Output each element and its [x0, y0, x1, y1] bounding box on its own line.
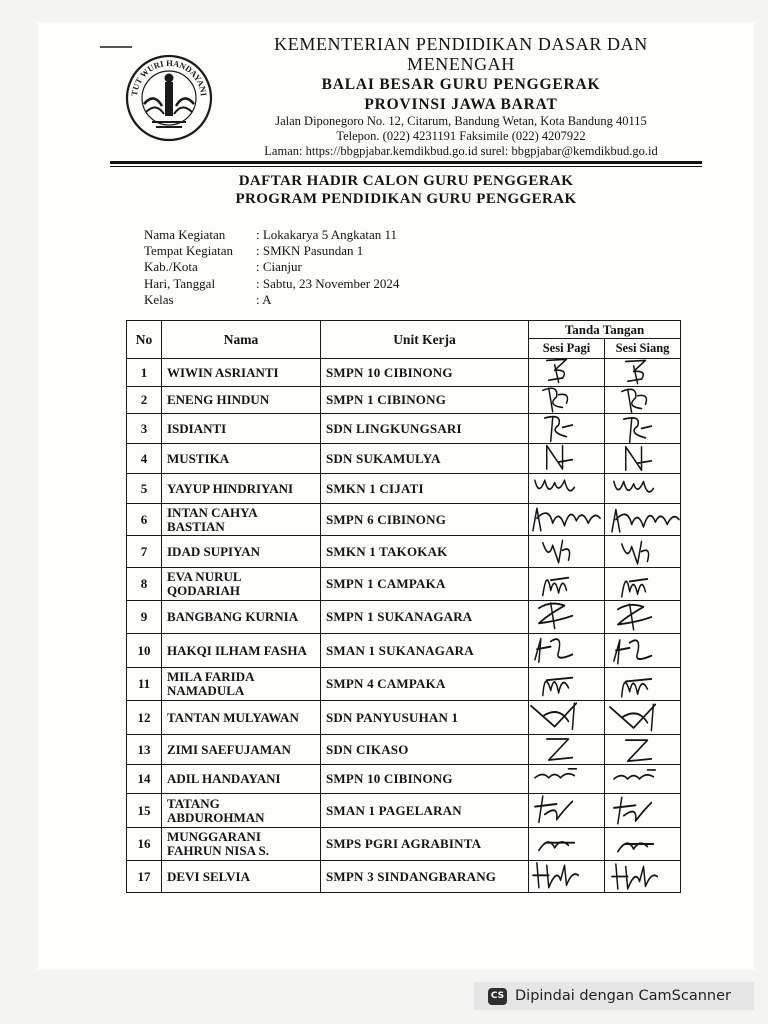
row-number: 11: [127, 668, 162, 701]
participant-name: DEVI SELVIA: [162, 861, 321, 893]
signature-morning: [529, 668, 605, 701]
info-value: : A: [256, 291, 272, 307]
participant-name: INTAN CAHYA BASTIAN: [162, 504, 321, 536]
participant-unit: SMPN 1 SUKANAGARA: [321, 601, 529, 634]
info-label: Kelas: [144, 291, 174, 307]
agency-phone: Telepon. (022) 4231191 Faksimile (022) 4207922: [336, 129, 586, 144]
signature-morning: [529, 474, 605, 504]
participant-name: ENENG HINDUN: [162, 387, 321, 414]
participant-unit: SMPN 10 CIBINONG: [321, 359, 529, 387]
participant-name: YAYUP HINDRIYANI: [162, 474, 321, 504]
participant-name: BANGBANG KURNIA: [162, 601, 321, 634]
participant-name: MUNGGARANI FAHRUN NISA S.: [162, 828, 321, 861]
signature-morning: [529, 601, 605, 634]
letterhead-divider: [110, 161, 702, 164]
participant-name: MILA FARIDA NAMADULA: [162, 668, 321, 701]
row-number: 8: [127, 568, 162, 601]
table-row: [127, 735, 681, 765]
signature-afternoon: [605, 861, 681, 893]
info-value: : SMKN Pasundan 1: [256, 243, 364, 259]
info-label: Nama Kegiatan: [144, 227, 226, 242]
signature-morning: [529, 414, 605, 444]
agency-address: Jalan Diponegoro No. 12, Citarum, Bandung Wetan, Kota Bandung 40115: [275, 114, 647, 129]
participant-name: ZIMI SAEFUJAMAN: [162, 735, 321, 765]
table-row: [127, 861, 681, 893]
table-row: [127, 765, 681, 794]
activity-info: [144, 227, 399, 308]
header-morning-session: Sesi Pagi: [529, 339, 605, 359]
info-row: [144, 292, 399, 308]
agency-province: PROVINSI JAWA BARAT: [364, 95, 558, 113]
title-line-1: DAFTAR HADIR CALON GURU PENGGERAK: [238, 173, 574, 189]
header-no: No: [127, 321, 162, 359]
logo-motto: TUT WURI HANDAYANI: [129, 57, 209, 97]
participant-unit: SMAN 1 SUKANAGARA: [321, 634, 529, 668]
header-afternoon-session: Sesi Siang: [605, 339, 681, 359]
participant-name: HAKQI ILHAM FASHA: [162, 634, 321, 668]
title-line-2: PROGRAM PENDIDIKAN GURU PENGGERAK: [235, 191, 577, 207]
info-row: [144, 259, 399, 275]
signature-morning: [529, 828, 605, 861]
info-label: Hari, Tanggal: [144, 275, 216, 291]
table-row: [127, 828, 681, 861]
info-value: : Cianjur: [256, 259, 302, 275]
participant-name: EVA NURUL QODARIAH: [162, 568, 321, 601]
table-row: [127, 444, 681, 474]
row-number: 6: [127, 504, 162, 536]
row-number: 12: [127, 701, 162, 735]
signature-afternoon: [605, 536, 681, 568]
row-number: 3: [127, 414, 162, 444]
participant-unit: SMKN 1 TAKOKAK: [321, 536, 529, 568]
info-row: [144, 227, 399, 243]
header-signature: Tanda Tangan: [529, 321, 681, 339]
participant-name: ADIL HANDAYANI: [162, 765, 321, 794]
signature-morning: [529, 504, 605, 536]
attendance-rows: [127, 359, 681, 893]
letterhead-divider-thin: [110, 166, 702, 167]
signature-afternoon: [605, 601, 681, 634]
row-number: 15: [127, 794, 162, 828]
row-number: 2: [127, 387, 162, 414]
info-value: : Lokakarya 5 Angkatan 11: [256, 227, 398, 242]
signature-afternoon: [605, 668, 681, 701]
signature-afternoon: [605, 794, 681, 828]
table-row: [127, 601, 681, 634]
participant-unit: SMPN 1 CAMPAKA: [321, 568, 529, 601]
signature-afternoon: [605, 735, 681, 765]
row-number: 7: [127, 536, 162, 568]
participant-name: TANTAN MULYAWAN: [162, 701, 321, 735]
table-row: [127, 504, 681, 536]
table-row: [127, 414, 681, 444]
participant-unit: SMPN 3 SINDANGBARANG: [321, 861, 529, 893]
signature-morning: [529, 701, 605, 735]
signature-morning: [529, 861, 605, 893]
info-label: Kab./Kota: [144, 259, 198, 275]
scanner-watermark: [474, 982, 754, 1010]
participant-unit: SMAN 1 PAGELARAN: [321, 794, 529, 828]
letterhead: [214, 34, 708, 158]
handwritten-signature: [529, 858, 604, 895]
info-row: [144, 276, 399, 292]
row-number: 9: [127, 601, 162, 634]
info-row: [144, 243, 399, 259]
signature-morning: [529, 536, 605, 568]
header-name: Nama: [162, 321, 321, 359]
participant-unit: SMKN 1 CIJATI: [321, 474, 529, 504]
attendance-table: [126, 320, 681, 893]
signature-afternoon: [605, 444, 681, 474]
signature-morning: [529, 765, 605, 794]
signature-morning: [529, 359, 605, 387]
signature-morning: [529, 735, 605, 765]
row-number: 4: [127, 444, 162, 474]
row-number: 10: [127, 634, 162, 668]
camscanner-icon: CS: [488, 988, 507, 1005]
row-number: 14: [127, 765, 162, 794]
table-row: [127, 474, 681, 504]
signature-morning: [529, 634, 605, 668]
agency-name: BALAI BESAR GURU PENGGERAK: [321, 76, 601, 94]
participant-name: MUSTIKA: [162, 444, 321, 474]
row-number: 13: [127, 735, 162, 765]
table-row: [127, 634, 681, 668]
signature-afternoon: [605, 765, 681, 794]
ministry-name: KEMENTERIAN PENDIDIKAN DASAR DAN: [274, 34, 648, 54]
table-row: [127, 536, 681, 568]
row-number: 16: [127, 828, 162, 861]
participant-unit: SMPN 4 CAMPAKA: [321, 668, 529, 701]
participant-unit: SDN LINGKUNGSARI: [321, 414, 529, 444]
participant-name: IDAD SUPIYAN: [162, 536, 321, 568]
participant-name: TATANG ABDUROHMAN: [162, 794, 321, 828]
signature-afternoon: [605, 414, 681, 444]
signature-morning: [529, 387, 605, 414]
table-row: [127, 668, 681, 701]
table-row: [127, 794, 681, 828]
table-row: [127, 568, 681, 601]
signature-afternoon: [605, 634, 681, 668]
signature-afternoon: [605, 474, 681, 504]
participant-name: ISDIANTI: [162, 414, 321, 444]
row-number: 17: [127, 861, 162, 893]
scanner-label: Dipindai dengan CamScanner: [515, 988, 732, 1004]
table-row: [127, 701, 681, 735]
signature-afternoon: [605, 701, 681, 735]
signature-morning: [529, 568, 605, 601]
participant-unit: SMPN 10 CIBINONG: [321, 765, 529, 794]
participant-unit: SMPS PGRI AGRABINTA: [321, 828, 529, 861]
participant-unit: SDN PANYUSUHAN 1: [321, 701, 529, 735]
agency-web: Laman: https://bbgpjabar.kemdikbud.go.id surel: bbgpjabar@kemdikbud.go.id: [264, 144, 658, 159]
table-row: [127, 387, 681, 414]
header-unit: Unit Kerja: [321, 321, 529, 359]
handwritten-signature: [605, 858, 680, 895]
participant-unit: SMPN 6 CIBINONG: [321, 504, 529, 536]
participant-unit: SDN SUKAMULYA: [321, 444, 529, 474]
participant-name: WIWIN ASRIANTI: [162, 359, 321, 387]
participant-unit: SMPN 1 CIBINONG: [321, 387, 529, 414]
signature-afternoon: [605, 828, 681, 861]
document-title: [110, 172, 702, 208]
signature-morning: [529, 444, 605, 474]
signature-morning: [529, 794, 605, 828]
signature-afternoon: [605, 568, 681, 601]
row-number: 1: [127, 359, 162, 387]
participant-unit: SDN CIKASO: [321, 735, 529, 765]
info-label: Tempat Kegiatan: [144, 243, 233, 259]
tut-wuri-handayani-logo-icon: [124, 48, 214, 148]
info-value: : Sabtu, 23 November 2024: [256, 275, 400, 291]
ministry-name-line2: MENENGAH: [407, 54, 515, 75]
row-number: 5: [127, 474, 162, 504]
signature-afternoon: [605, 359, 681, 387]
table-row: [127, 359, 681, 387]
signature-afternoon: [605, 504, 681, 536]
signature-afternoon: [605, 387, 681, 414]
